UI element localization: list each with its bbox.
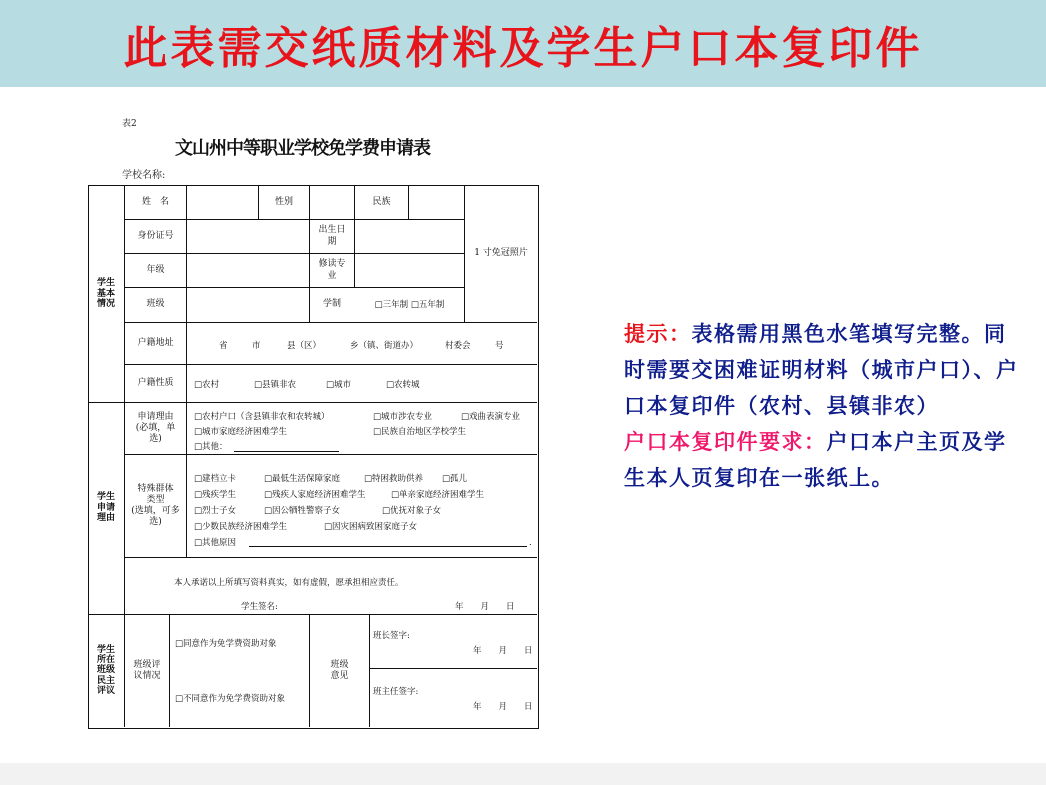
gender-label: 性别 xyxy=(274,196,293,207)
class-opinion-label: 班级 意见 xyxy=(330,659,349,681)
reason-opera-major[interactable]: □戏曲表演专业 xyxy=(461,412,521,422)
agree-option[interactable]: □同意作为免学费资助对象 xyxy=(175,639,277,649)
hukou-city: 市 xyxy=(252,341,261,351)
reason-rural-hukou[interactable]: □农村户口（含县镇非农和农转城） xyxy=(194,412,330,422)
school-name-label: 学校名称: xyxy=(122,170,166,181)
gender-field[interactable] xyxy=(310,186,354,219)
special-martyr-child[interactable]: □烈士子女 xyxy=(194,506,237,516)
special-other-period: . xyxy=(529,538,532,548)
hukou-type-rural[interactable]: □农村 xyxy=(194,380,220,390)
reason-urban-poor[interactable]: □城市家庭经济困难学生 xyxy=(194,427,288,437)
form-title: 文山州中等职业学校免学费申请表 xyxy=(175,138,430,159)
student-signature-label: 学生签名: xyxy=(241,602,278,612)
requirement-note xyxy=(624,424,1019,496)
name-label: 姓 名 xyxy=(141,196,169,207)
photo-box[interactable]: 1 寸免冠照片 xyxy=(474,248,528,259)
hukou-number: 号 xyxy=(495,341,504,351)
student-signature-date: 年 月 日 xyxy=(455,602,515,612)
section-application-reason: 学生 申请 理由 xyxy=(96,492,115,524)
section-basic-info: 学生 基本 情况 xyxy=(96,278,115,310)
application-table xyxy=(88,185,539,729)
name-field[interactable] xyxy=(187,186,258,219)
hint-note xyxy=(624,316,1019,424)
grade-label: 年级 xyxy=(146,264,165,275)
ethnicity-field[interactable] xyxy=(409,186,464,219)
monitor-signature-label: 班长签字: xyxy=(373,631,410,641)
special-min-living[interactable]: □最低生活保障家庭 xyxy=(264,474,341,484)
special-poverty-file[interactable]: □建档立卡 xyxy=(194,474,237,484)
hukou-village: 村委会 xyxy=(445,341,471,351)
hukou-type-city[interactable]: □城市 xyxy=(326,380,352,390)
section-class-review: 学生 所在 班级 民主 评议 xyxy=(96,644,115,697)
class-label: 班级 xyxy=(146,299,165,310)
hukou-county: 县（区） xyxy=(287,341,322,351)
hukou-address-label: 户籍地址 xyxy=(137,337,174,348)
grade-field[interactable] xyxy=(187,254,309,287)
hukou-province: 省 xyxy=(219,341,228,351)
hint-text: 表格需用黑色水笔填写完整。同时需要交困难证明材料（城市户口）、户口本复印件（农村、县镇非农） xyxy=(624,322,1019,418)
special-other[interactable]: □其他原因 xyxy=(194,538,237,548)
special-preferential[interactable]: □优抚对象子女 xyxy=(382,506,442,516)
class-eval-label: 班级评 议情况 xyxy=(133,659,161,681)
reason-other[interactable]: □其他： xyxy=(194,442,228,452)
requirement-text: 户口本户主页及学生本人页复印在一张纸上。 xyxy=(624,430,1007,490)
slide-footer-strip xyxy=(0,763,1046,785)
special-disaster[interactable]: □因灾困病致困家庭子女 xyxy=(324,522,418,532)
hint-label: 提示： xyxy=(624,322,692,346)
special-group-label: 特殊群体 类型 (选填，可多 选) xyxy=(131,483,180,528)
banner-title: 此表需交纸质材料及学生户口本复印件 xyxy=(123,22,923,74)
special-police-child[interactable]: □因公牺牲警察子女 xyxy=(264,506,341,516)
birth-date-field[interactable] xyxy=(355,220,464,253)
duration-options[interactable]: □三年制 □五年制 xyxy=(374,299,445,310)
major-field[interactable] xyxy=(355,254,464,287)
special-ethnic-poor[interactable]: □少数民族经济困难学生 xyxy=(194,522,288,532)
birth-date-label: 出生日 期 xyxy=(318,225,346,247)
id-number-label: 身份证号 xyxy=(137,230,174,241)
special-disabled-family[interactable]: □残疾人家庭经济困难学生 xyxy=(264,490,366,500)
table-number: 表2 xyxy=(122,119,137,129)
major-label: 修读专 业 xyxy=(318,259,346,281)
ethnicity-label: 民族 xyxy=(372,196,391,207)
reason-label: 申请理由 (必填，单 选) xyxy=(135,411,176,445)
special-single-parent[interactable]: □单亲家庭经济困难学生 xyxy=(391,490,485,500)
special-orphan[interactable]: □孤儿 xyxy=(442,474,468,484)
duration-label: 学制 xyxy=(322,299,341,310)
teacher-signature-label: 班主任签字: xyxy=(373,687,419,697)
class-field[interactable] xyxy=(187,288,309,322)
special-relief[interactable]: □特困救助供养 xyxy=(364,474,424,484)
hukou-type-converted[interactable]: □农转城 xyxy=(386,380,420,390)
hukou-town: 乡（镇、街道办） xyxy=(350,341,419,351)
notes-panel xyxy=(624,316,1019,496)
teacher-signature-date: 年 月 日 xyxy=(473,702,533,712)
reason-ethnic-region[interactable]: □民族自治地区学校学生 xyxy=(373,427,467,437)
special-disabled[interactable]: □残疾学生 xyxy=(194,490,237,500)
requirement-label: 户口本复印件要求： xyxy=(624,430,827,454)
title-banner xyxy=(0,0,1046,87)
hukou-type-label: 户籍性质 xyxy=(137,377,174,388)
pledge-text: 本人承诺以上所填写资料真实，如有虚假，愿承担相应责任。 xyxy=(174,578,404,588)
hukou-type-town[interactable]: □县镇非农 xyxy=(254,380,297,390)
reason-agri-major[interactable]: □城市涉农专业 xyxy=(373,412,433,422)
monitor-signature-date: 年 月 日 xyxy=(473,646,533,656)
disagree-option[interactable]: □不同意作为免学费资助对象 xyxy=(175,694,286,704)
id-number-field[interactable] xyxy=(187,220,309,253)
